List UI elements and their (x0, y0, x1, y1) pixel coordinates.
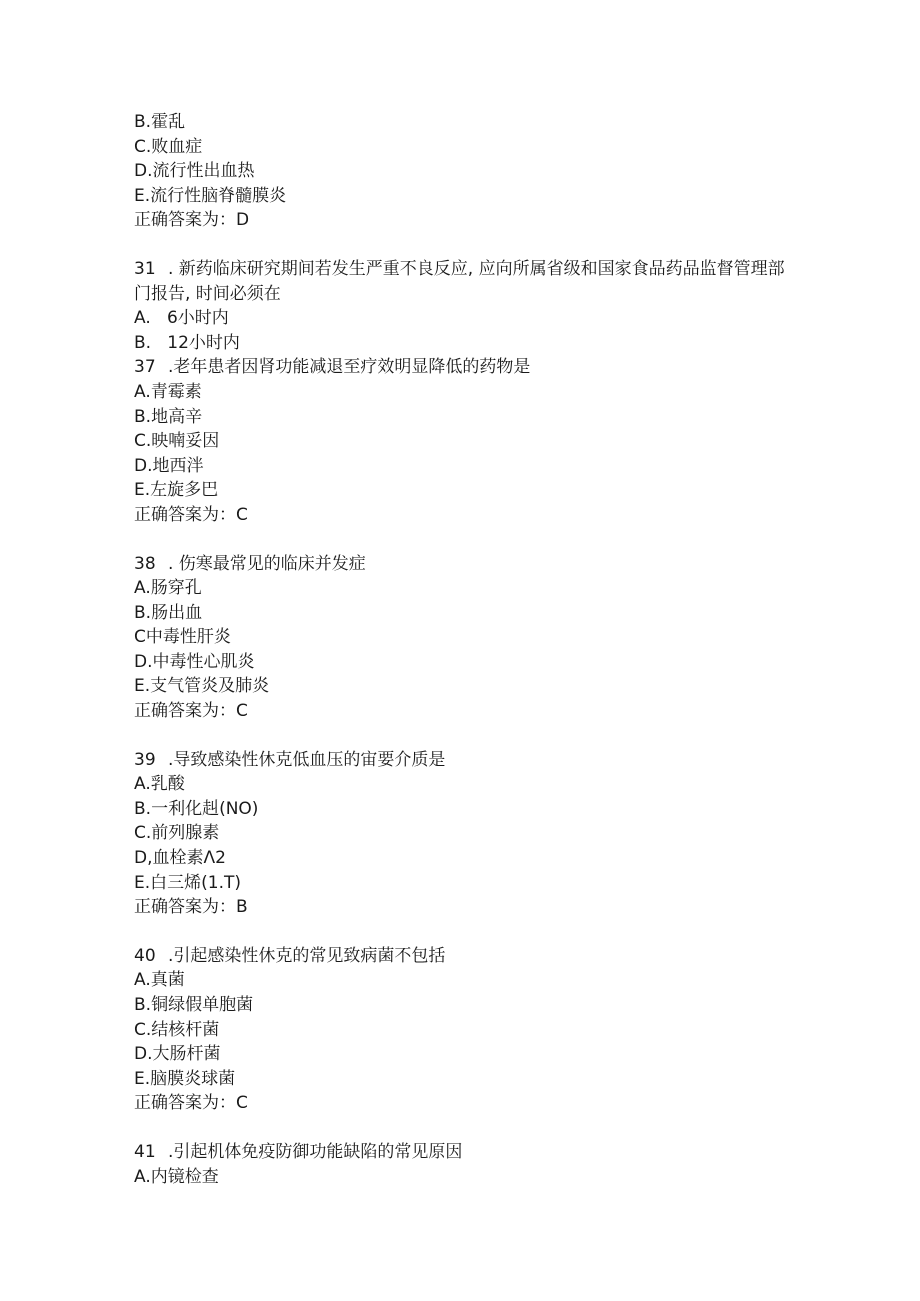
question-37 (134, 355, 794, 527)
question-text: . 伤寒最常见的临床并发症 (168, 553, 366, 574)
question-number: 41 (134, 1141, 156, 1162)
option-line: B.霍乱 (134, 112, 186, 132)
answer-line: 正确答案为：C (134, 1093, 248, 1114)
question-text: .导致感染性休克低血压的宙要介质是 (168, 749, 446, 770)
continued-question (134, 110, 794, 233)
option-line: E.流行性脑脊髓膜炎 (134, 185, 287, 206)
option-line: D.地西泮 (134, 455, 204, 476)
option-line: A.真菌 (134, 970, 185, 991)
option-line: A.乳酸 (134, 774, 185, 795)
answer-line: 正确答案为：B (134, 897, 248, 918)
question-text: . 新药临床研究期间若发生严重不良反应, 应向所属省级和国家食品药品监督管理部门报告, 时间必须在 (134, 258, 785, 304)
option-line: C中毒性肝炎 (134, 627, 231, 648)
answer-line: 正确答案为：D (134, 210, 250, 231)
option-line: B. 12小时内 (134, 332, 240, 353)
question-31 (134, 257, 794, 355)
option-line: C.前列腺素 (134, 823, 220, 844)
question-41 (134, 1140, 794, 1189)
option-line: A.内镜检查 (134, 1166, 219, 1187)
option-line: D.中毒性心肌炎 (134, 651, 255, 672)
option-line: C.结核杆菌 (134, 1019, 220, 1040)
option-line: C.败血症 (134, 136, 203, 157)
option-line: E.白三烯(1.T) (134, 872, 242, 893)
answer-line: 正确答案为：C (134, 701, 248, 722)
option-line: D.大肠杆菌 (134, 1044, 221, 1065)
option-line: A.肠穿孔 (134, 578, 202, 599)
option-line: A.青霉素 (134, 381, 202, 402)
option-line: C.映喃妥因 (134, 431, 220, 452)
option-line: D,血栓素Λ2 (134, 848, 226, 869)
question-number: 39 (134, 749, 156, 770)
question-stem (134, 944, 794, 969)
option-line: E.支气管炎及肺炎 (134, 676, 270, 697)
question-number: 31 (134, 258, 156, 279)
question-40 (134, 944, 794, 1116)
question-number: 38 (134, 553, 156, 574)
option-line: B.地高辛 (134, 406, 203, 427)
question-text: .引起感染性休克的常见致病菌不包括 (168, 945, 446, 966)
option-line: B.一利化赳(NO) (134, 798, 259, 819)
answer-line: 正确答案为：C (134, 504, 248, 525)
question-stem (134, 257, 794, 306)
question-number: 40 (134, 945, 156, 966)
document-page (134, 110, 794, 1189)
question-text: .老年患者因肾功能减退至疗效明显降低的药物是 (168, 357, 531, 378)
option-line: A. 6小时内 (134, 308, 229, 329)
option-line: D.流行性出血热 (134, 161, 255, 182)
question-stem (134, 355, 794, 380)
option-line: B.肠出血 (134, 602, 203, 623)
question-stem (134, 748, 794, 773)
option-line: B.铜绿假单胞菌 (134, 995, 254, 1015)
option-line: E.脑膜炎球菌 (134, 1068, 236, 1089)
question-number: 37 (134, 357, 156, 378)
question-text: .引起机体免疫防御功能缺陷的常见原因 (168, 1141, 463, 1162)
question-39 (134, 748, 794, 920)
option-line: E.左旋多巴 (134, 480, 219, 501)
question-stem (134, 552, 794, 577)
question-38 (134, 552, 794, 724)
question-stem (134, 1140, 794, 1165)
